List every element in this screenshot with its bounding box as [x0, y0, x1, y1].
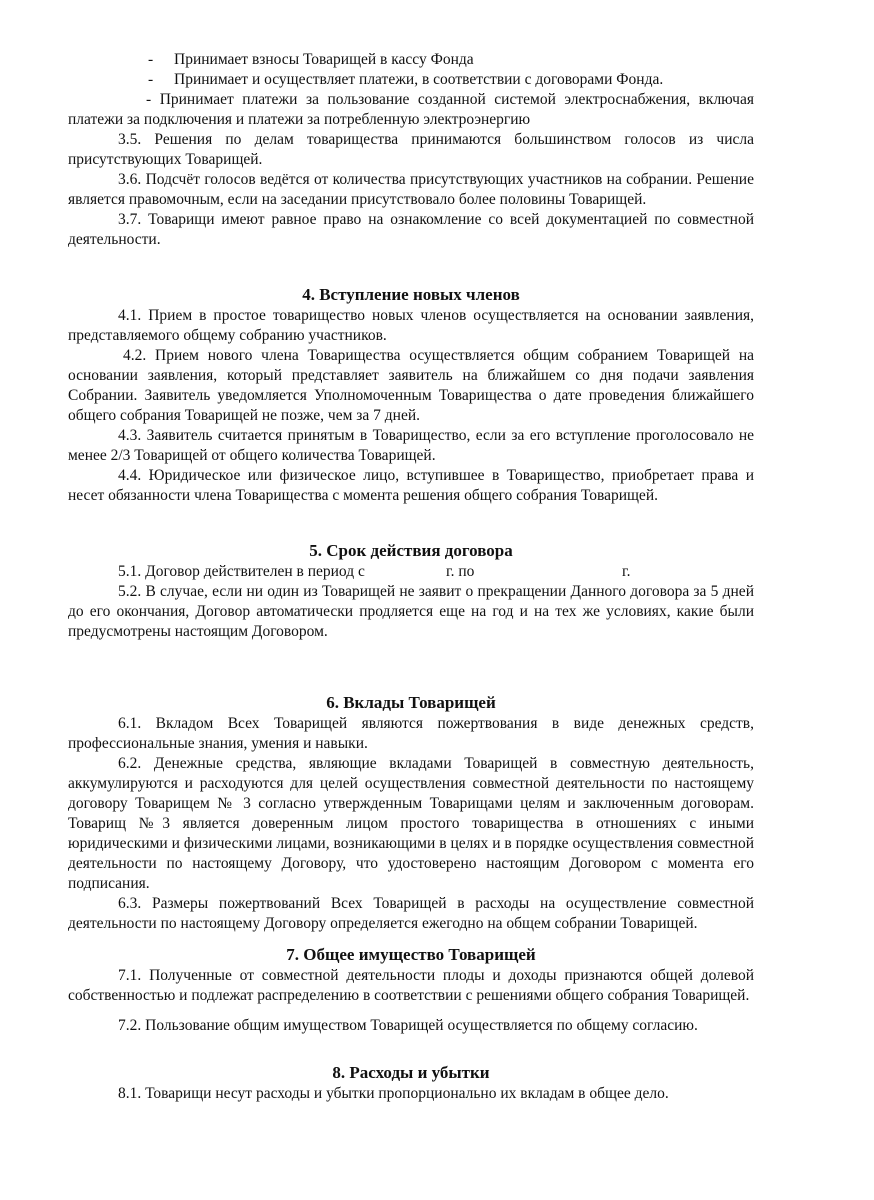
- clause-8-1: 8.1. Товарищи несут расходы и убытки пропорционально их вкладам в общее дело.: [118, 1085, 669, 1102]
- section-heading-8: 8. Расходы и убытки: [332, 1063, 490, 1082]
- list-item: - Принимает взносы Товарищей в кассу Фонда: [148, 51, 474, 68]
- clause-7-1: 7.1. Полученные от совместной деятельности плоды и доходы признаются общей долевой собственностью и подлежат распределению в соответствии с решениями общего собрания Товарищей.: [68, 967, 754, 1004]
- clause-5-2: 5.2. В случае, если ни один из Товарищей не заявит о прекращении Данного договора за 5 дней до его окончания, Договор автоматически продляется еще на год и на тех же условиях, какие были предусмотрены настоящим Договором.: [68, 583, 754, 640]
- clause-4-3: 4.3. Заявитель считается принятым в Товарищество, если за его вступление проголосовало не менее 2/3 Товарищей от общего количества Товарищей.: [68, 427, 754, 464]
- clause-6-3: 6.3. Размеры пожертвований Всех Товарищей в расходы на осуществление совместной деятельности по настоящему Договору определяется ежегодно на общем собрании Товарищей.: [68, 895, 754, 932]
- clause-5-1-start: 5.1. Договор действителен в период с: [118, 563, 365, 580]
- clause-4-4: 4.4. Юридическое или физическое лицо, вступившее в Товарищество, приобретает права и несет обязанности члена Товарищества с момента решения общего собрания Товарищей.: [68, 467, 754, 504]
- clause-3-7: 3.7. Товарищи имеют равное право на ознакомление со всей документацией по совместной деятельности.: [68, 211, 754, 248]
- list-item-text: Принимает и осуществляет платежи, в соответствии с договорами Фонда.: [174, 71, 664, 88]
- clause-5-1: [68, 562, 754, 582]
- clause-3-6: 3.6. Подсчёт голосов ведётся от количества присутствующих участников на собрании. Решение является правомочным, если на заседании присутствовало более половины Товарищей.: [68, 171, 754, 208]
- section-heading-6: 6. Вклады Товарищей: [326, 693, 496, 712]
- clause-5-1-end: г.: [622, 563, 631, 580]
- clause-3-5: 3.5. Решения по делам товарищества принимаются большинством голосов из числа присутствующих Товарищей.: [68, 131, 754, 168]
- section-heading-4: 4. Вступление новых членов: [302, 285, 520, 304]
- clause-4-2: 4.2. Прием нового члена Товарищества осуществляется общим собранием Товарищей на основании заявления, который представляет заявитель на ближайшем со дня подачи заявления Собрании. Заявитель уведомляется Уполномоченным Товарищества о дате проведения ближайшего общего собрания Товарищей не позже, чем за 7 дней.: [68, 347, 754, 424]
- section-heading-7: 7. Общее имущество Товарищей: [286, 945, 536, 964]
- clause-6-2: 6.2. Денежные средства, являющие вкладами Товарищей в совместную деятельность, аккумулируются и расходуются для целей осуществления совместной деятельности по настоящему договору Товарищем № 3 согласно утвержденным Товарищами целям и заключенным договорам. Товарищ №3 является доверенным лицом простого товарищества в отношениях с иными юридическими и физическими лицами, возникающими в целях и в порядке осуществления совместной деятельности по настоящему Договору, что удостоверено настоящим Договором с момента его подписания.: [68, 755, 754, 892]
- clause-5-1-mid: г. по: [446, 563, 475, 580]
- list-item-text: Принимает взносы Товарищей в кассу Фонда: [174, 51, 474, 68]
- clause-4-1: 4.1. Прием в простое товарищество новых членов осуществляется на основании заявления, представляемого общему собранию участников.: [68, 307, 754, 344]
- clause-7-2: 7.2. Пользование общим имуществом Товарищей осуществляется по общему согласию.: [118, 1017, 698, 1034]
- clause-6-1: 6.1. Вкладом Всех Товарищей являются пожертвования в виде денежных средств, профессиональные знания, умения и навыки.: [68, 715, 754, 752]
- list-item: - Принимает и осуществляет платежи, в соответствии с договорами Фонда.: [148, 71, 664, 88]
- section-heading-5: 5. Срок действия договора: [309, 541, 513, 560]
- list-item: - Принимает платежи за пользование созданной системой электроснабжения, включая платежи за подключения и платежи за потребленную электроэнергию: [68, 91, 754, 128]
- document-body: [68, 50, 754, 1104]
- list-item-text: Принимает платежи за пользование созданной системой электроснабжения, включая платежи за подключения и платежи за потребленную электроэнергию: [68, 91, 754, 128]
